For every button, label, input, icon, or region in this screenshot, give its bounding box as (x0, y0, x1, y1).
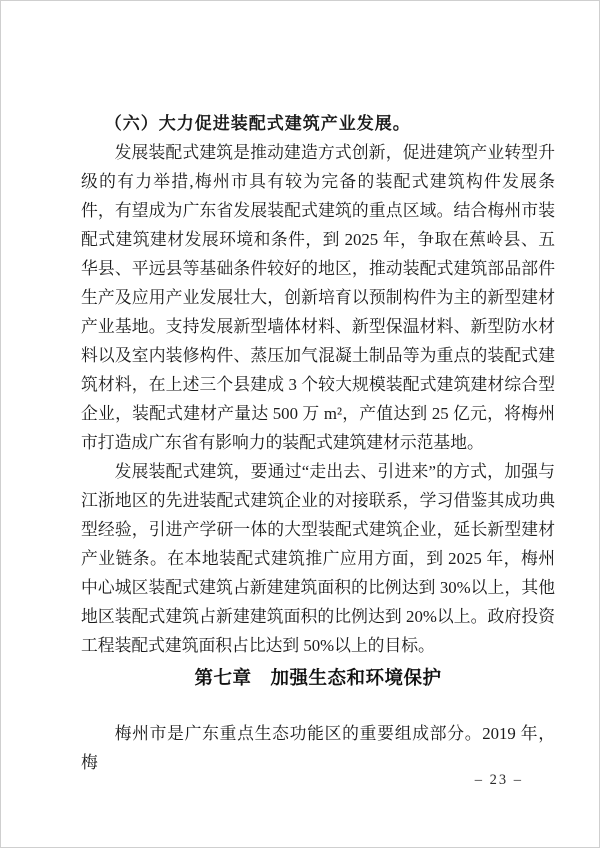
paragraph-prefab-development: 发展装配式建筑是推动建造方式创新，促进建筑产业转型升级的有力举措,梅州市具有较为完备的装配式建筑构件发展条件，有望成为广东省发展装配式建筑的重点区域。结合梅州市装配式建筑建材发展环境和条件，到 2025 年，争取在蕉岭县、五华县、平远县等基础条件较好的地区，推动装配式建筑部品部件生产及应用产业发展壮大，创新培育以预制构件为主的新型建材产业基地。支持发展新型墙体材料、新型保温材料、新型防水材料以及室内装修构件、蒸压加气混凝土制品等为重点的装配式建筑材料，在上述三个县建成 3 个较大规模装配式建筑建材综合型企业，装配式建材产量达 500 万 m²，产值达到 25 亿元，将梅州市打造成广东省有影响力的装配式建筑建材示范基地。 (81, 143, 555, 452)
chapter-heading: 第七章 加强生态和环境保护 (194, 669, 442, 689)
page-footer (475, 772, 523, 789)
section-heading: （六）大力促进装配式建筑产业发展。 (104, 114, 411, 133)
page-content (1, 1, 599, 777)
paragraph-prefab-promotion: 发展装配式建筑，要通过“走出去、引进来”的方式，加强与江浙地区的先进装配式建筑企业的对接联系，学习借鉴其成功典型经验，引进产学研一体的大型装配式建筑企业，延长新型建材产业链条。在本地装配式建筑推广应用方面，到 2025 年，梅州中心城区装配式建筑占新建建筑面积的比例达到 30%以上，其他地区装配式建筑占新建建筑面积的比例达到 20%以上。政府投资工程装配式建筑面积占比达到 50%以上的目标。 (81, 462, 555, 655)
paragraph-ecology-intro: 梅州市是广东重点生态功能区的重要组成部分。2019 年，梅 (81, 724, 555, 772)
page-number: – 23 – (474, 772, 523, 788)
